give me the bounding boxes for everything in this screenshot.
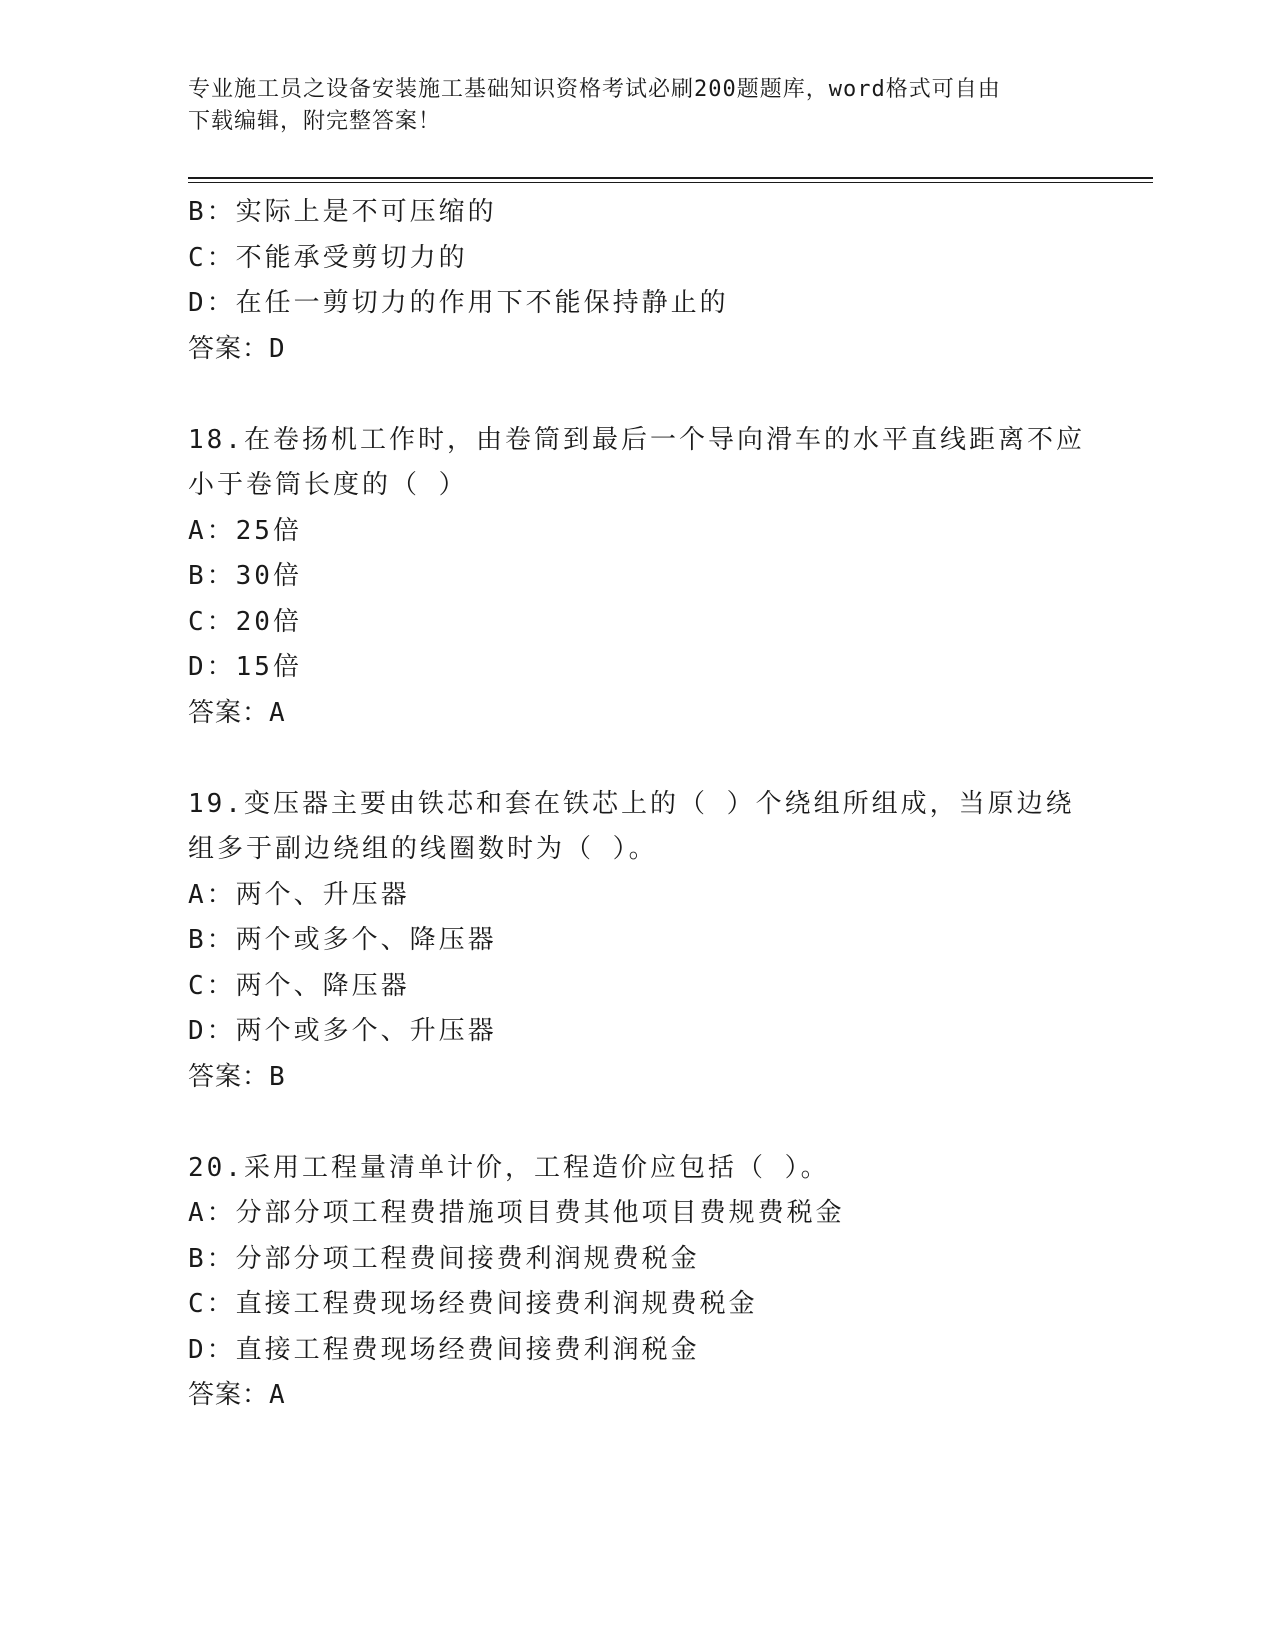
question-spacer: [188, 736, 1088, 782]
question-stem-line-1: 19.变压器主要由铁芯和套在铁芯上的（ ）个绕组所组成，当原边绕: [188, 788, 1075, 819]
option-a: A：25倍: [188, 515, 302, 546]
option-b: B：分部分项工程费间接费利润规费税金: [188, 1243, 700, 1274]
answer-line: 答案：B: [188, 1061, 286, 1092]
option-c: C：两个、降压器: [188, 970, 410, 1001]
question-19: [188, 782, 1088, 1101]
option-d: D：直接工程费现场经费间接费利润税金: [188, 1334, 700, 1365]
option-a: A：两个、升压器: [188, 879, 410, 910]
option-b: B：实际上是不可压缩的: [188, 197, 497, 227]
header-line-1: 专业施工员之设备安装施工基础知识资格考试必刷200题题库，word格式可自由: [188, 77, 1001, 102]
option-b: B：30倍: [188, 561, 302, 591]
question-17-continued: [188, 190, 1088, 372]
question-18: [188, 418, 1088, 737]
option-d: D：15倍: [188, 652, 302, 682]
answer-line: 答案：D: [188, 333, 286, 364]
option-c: C：直接工程费现场经费间接费利润规费税金: [188, 1289, 758, 1319]
question-content: [188, 190, 1088, 1419]
header-line-2: 下载编辑，附完整答案！: [188, 109, 442, 134]
question-stem-line-1: 20.采用工程量清单计价，工程造价应包括（ ）。: [188, 1152, 830, 1183]
option-a: A：分部分项工程费措施项目费其他项目费规费税金: [188, 1198, 845, 1228]
option-b: B：两个或多个、降压器: [188, 925, 497, 955]
option-d: D：两个或多个、升压器: [188, 1016, 497, 1046]
answer-line: 答案：A: [188, 697, 286, 728]
question-stem-line-1: 18.在卷扬机工作时，由卷筒到最后一个导向滑车的水平直线距离不应: [188, 424, 1085, 455]
answer-line: 答案：A: [188, 1380, 286, 1410]
question-20: [188, 1146, 1088, 1419]
option-d: D：在任一剪切力的作用下不能保持静止的: [188, 288, 729, 318]
header-rule-thick: [188, 177, 1153, 179]
question-spacer: [188, 372, 1088, 418]
option-c: C：不能承受剪切力的: [188, 242, 468, 273]
question-stem-line-2: 小于卷筒长度的（ ）: [188, 470, 468, 500]
header-rule-thin: [188, 182, 1153, 183]
question-stem-line-2: 组多于副边绕组的线圈数时为（ ）。: [188, 834, 658, 864]
option-c: C：20倍: [188, 606, 302, 637]
question-spacer: [188, 1100, 1088, 1146]
document-header: [188, 74, 1068, 138]
